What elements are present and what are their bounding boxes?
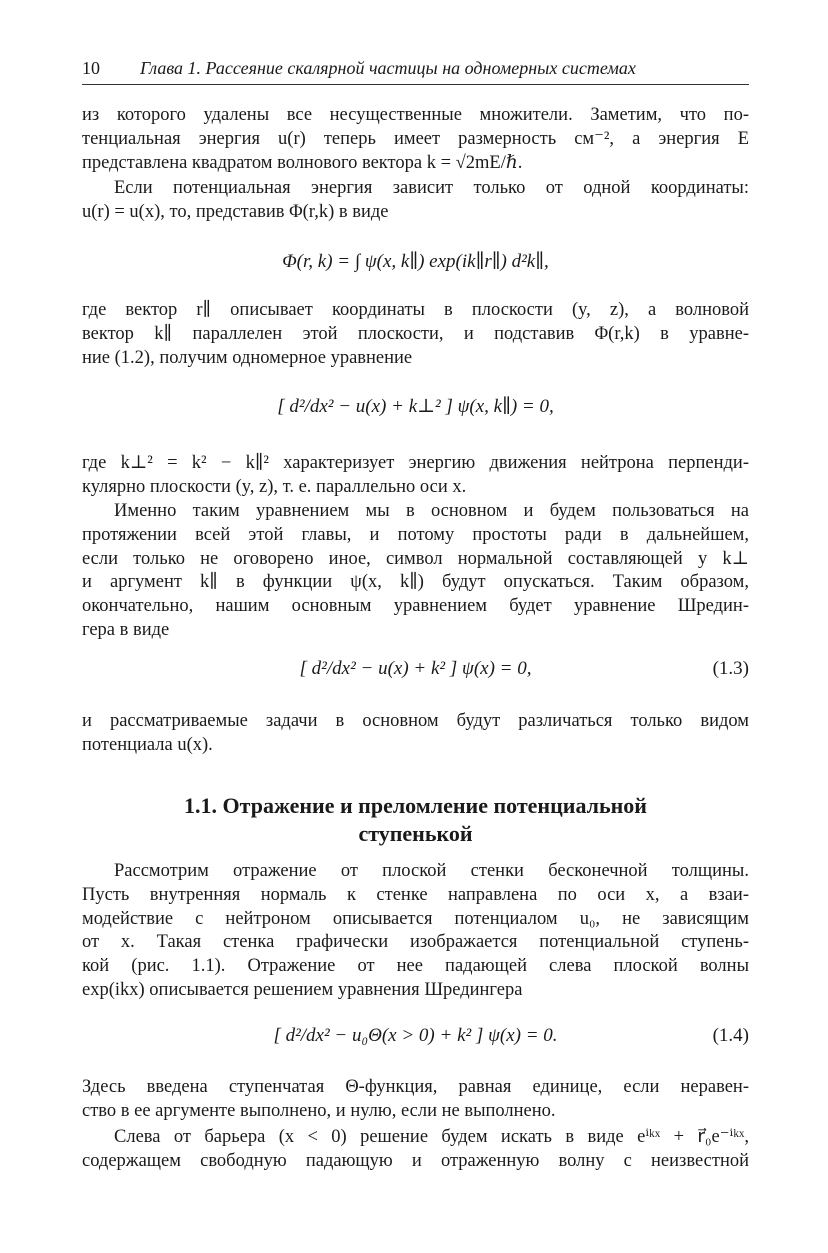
equation-body: [ d²/dx² − u₀Θ(x > 0) + k² ] ψ(x) = 0. bbox=[273, 1025, 558, 1046]
equation-number: (1.4) bbox=[712, 1025, 749, 1046]
text-line: от x. Такая стенка графически изображается потенциальной ступень- bbox=[82, 932, 749, 953]
equation-body: [ d²/dx² − u(x) + k² ] ψ(x) = 0, bbox=[299, 658, 532, 679]
text-line: содержащем свободную падающую и отраженную волну с неизвестной bbox=[82, 1150, 749, 1171]
text-line: вектор k∥ параллелен этой плоскости, и подставив Φ(r,k) в уравне- bbox=[82, 323, 749, 344]
text-line: кулярно плоскости (y, z), т. е. параллельно оси x. bbox=[82, 476, 467, 497]
text-line: и аргумент k∥ в функции ψ(x, k∥) будут опускаться. Таким образом, bbox=[82, 572, 749, 593]
text-line: гера в виде bbox=[82, 619, 170, 640]
text-line: протяжении всей этой главы, и потому простоты ради в дальнейшем, bbox=[82, 524, 749, 545]
text-line: Именно таким уравнением мы в основном и будем пользоваться на bbox=[114, 501, 749, 521]
text-line: где k⊥² = k² − k∥² характеризует энергию движения нейтрона перпенди- bbox=[82, 453, 749, 473]
running-header bbox=[82, 58, 749, 85]
text-line: u(r) = u(x), то, представив Φ(r,k) в виде bbox=[82, 201, 389, 222]
text-line: ство в ее аргументе выполнено, и нулю, если не выполнено. bbox=[82, 1100, 556, 1121]
text-line: представлена квадратом волнового вектора k = √2mE/ℏ. bbox=[82, 152, 523, 173]
equation-one-dimensional: [ d²/dx² − u(x) + k⊥² ] ψ(x, k∥) = 0, bbox=[277, 396, 554, 417]
paragraph-8 bbox=[82, 1076, 749, 1124]
paragraph-5 bbox=[82, 500, 749, 643]
text-line: Слева от барьера (x < 0) решение будем искать в виде eⁱᵏˣ + r⃗₀e⁻ⁱᵏˣ, bbox=[114, 1127, 749, 1147]
text-line: ние (1.2), получим одномерное уравнение bbox=[82, 347, 413, 368]
paragraph-2 bbox=[82, 177, 749, 225]
section-heading-line: ступенькой bbox=[358, 821, 473, 846]
text-line: где вектор r∥ описывает координаты в плоскости (y, z), а волновой bbox=[82, 300, 749, 320]
page-number: 10 bbox=[82, 58, 100, 78]
text-line: Если потенциальная энергия зависит только от одной координаты: bbox=[114, 178, 749, 198]
text-line: модействие с нейтроном описывается потенциалом u₀, не зависящим bbox=[82, 908, 749, 929]
text-line: Пусть внутренняя нормаль к стенке направлена по оси x, а взаи- bbox=[82, 884, 749, 905]
paragraph-7 bbox=[82, 860, 749, 1003]
text-line: и рассматриваемые задачи в основном будут различаться только видом bbox=[82, 711, 749, 731]
equation-number: (1.3) bbox=[712, 658, 749, 679]
paragraph-1 bbox=[82, 104, 749, 175]
running-title: Глава 1. Рассеяние скалярной частицы на одномерных системах bbox=[140, 58, 636, 78]
equation-1-3 bbox=[82, 658, 749, 680]
text-line: exp(ikx) описывается решением уравнения Шредингера bbox=[82, 979, 523, 1000]
text-line: Здесь введена ступенчатая Θ-функция, равная единице, если неравен- bbox=[82, 1077, 749, 1097]
paragraph-9 bbox=[82, 1126, 749, 1174]
paragraph-4 bbox=[82, 452, 749, 500]
text-line: Рассмотрим отражение от плоской стенки бесконечной толщины. bbox=[114, 861, 749, 881]
text-line: кой (рис. 1.1). Отражение от нее падающей слева плоской волны bbox=[82, 956, 749, 977]
text-line: тенциальная энергия u(r) теперь имеет размерность см⁻², а энергия E bbox=[82, 128, 749, 149]
text-line: потенциала u(x). bbox=[82, 734, 213, 755]
section-heading-line: 1.1. Отражение и преломление потенциальной bbox=[184, 793, 647, 818]
paragraph-6 bbox=[82, 710, 749, 758]
section-heading bbox=[82, 792, 749, 848]
text-line: окончательно, нашим основным уравнением будет уравнение Шредин- bbox=[82, 596, 749, 617]
text-line: если только не оговорено иное, символ нормальной составляющей у k⊥ bbox=[82, 548, 749, 569]
equation-phi-expansion: Φ(r, k) = ∫ ψ(x, k∥) exp(ik∥r∥) d²k∥, bbox=[282, 251, 549, 272]
equation-1-4 bbox=[82, 1025, 749, 1047]
text-line: из которого удалены все несущественные множители. Заметим, что по- bbox=[82, 105, 749, 125]
paragraph-3 bbox=[82, 299, 749, 370]
